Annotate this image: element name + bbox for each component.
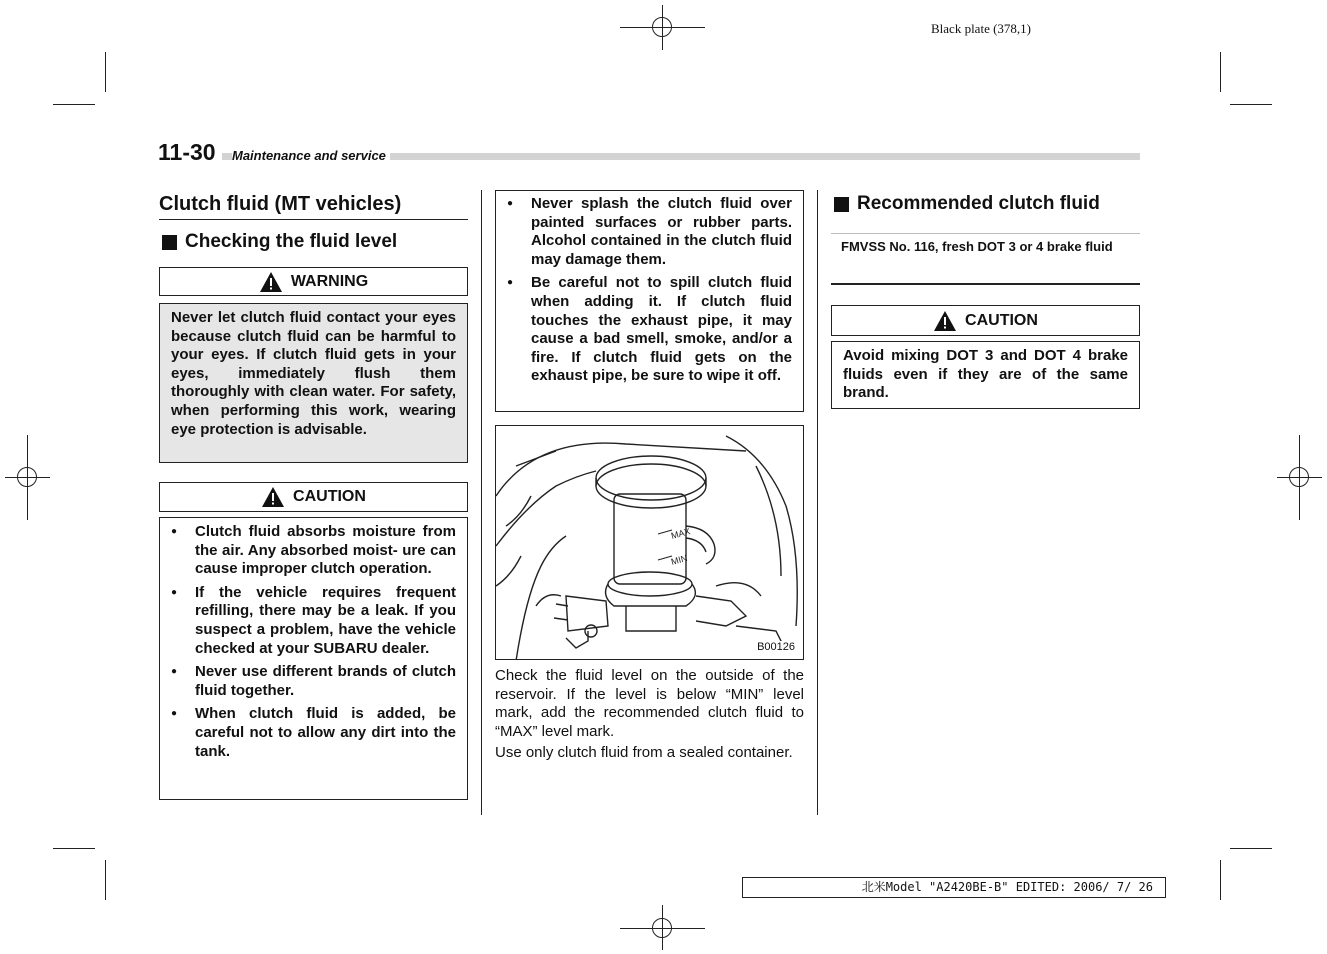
- subheading-text: Checking the fluid level: [185, 231, 398, 252]
- list-item: ● When clutch fluid is added, be careful not to allow any dirt into the tank.: [171, 705, 456, 761]
- section-name: Maintenance and service: [232, 148, 390, 163]
- caution-box-left: [159, 517, 468, 800]
- page-number: 11-30: [158, 138, 222, 166]
- square-bullet-icon: [834, 197, 849, 212]
- caution-box-right: [831, 341, 1140, 409]
- list-item: ● Clutch fluid absorbs moisture from the air. Any absorbed moist- ure can cause improper clutch operation.: [171, 523, 456, 579]
- caution-triangle-icon: [261, 486, 285, 508]
- warning-box: [159, 303, 468, 463]
- caution-label-text: CAUTION: [965, 311, 1038, 329]
- plate-label: Black plate (378,1): [931, 21, 1031, 36]
- list-item: ● Never splash the clutch fluid over painted surfaces or rubber parts. Alcohol contained in the clutch fluid may damage them.: [507, 195, 792, 269]
- figure-code: B00126: [757, 641, 795, 653]
- column-divider-2: [817, 190, 818, 815]
- subheading-checking: [162, 231, 397, 253]
- reservoir-figure: [495, 425, 804, 660]
- subheading-text: Recommended clutch fluid: [857, 193, 1100, 214]
- caution-label-text: CAUTION: [293, 488, 366, 505]
- max-mark-label: MAX: [669, 526, 692, 541]
- instruction-paragraph-2: Use only clutch fluid from a sealed container.: [495, 744, 793, 761]
- page-title: Clutch fluid (MT vehicles): [159, 193, 468, 220]
- min-mark-label: MIN: [669, 553, 689, 567]
- subheading-recommended: [834, 193, 1100, 215]
- caution-label-left: [159, 482, 468, 512]
- clutch-reservoir-illustration: [496, 426, 804, 660]
- caution-text-right: Avoid mixing DOT 3 and DOT 4 brake fluids even if they are of the same brand.: [843, 347, 1128, 402]
- list-item: ● If the vehicle requires frequent refilling, there may be a leak. If you suspect a problem, have the vehicle checked at your SUBARU dealer.: [171, 584, 456, 658]
- warning-label: [159, 267, 468, 296]
- caution-list-left: [171, 523, 456, 761]
- instruction-paragraph-1: Check the fluid level on the outside of the reservoir. If the level is below “MIN” level mark, add the recommended clutch fluid to “MAX” level mark.: [495, 667, 804, 740]
- caution-list-middle: [507, 195, 792, 386]
- square-bullet-icon: [162, 235, 177, 250]
- list-item: ● Be careful not to spill clutch fluid when adding it. If clutch fluid touches the exhaust pipe, it may cause a bad smell, smoke, and/or a fire. If clutch fluid gets on the exhaust pipe, be sure to wipe it off.: [507, 274, 792, 386]
- caution-label-right: [831, 305, 1140, 336]
- warning-triangle-icon: [259, 271, 283, 293]
- column-divider-1: [481, 190, 482, 815]
- warning-text: Never let clutch fluid contact your eyes because clutch fluid can be harmful to your eyes. If clutch fluid gets in your eyes, immediately flush them thoroughly with clean water. For safety, when performing this work, wearing eye protection is advisable.: [171, 309, 456, 438]
- warning-label-text: WARNING: [290, 272, 369, 290]
- caution-box-middle: [495, 190, 804, 412]
- footer-edit-stamp: 北米Model "A2420BE-B" EDITED: 2006/ 7/ 26: [742, 877, 1166, 898]
- spec-box: [831, 233, 1140, 285]
- list-item: ● Never use different brands of clutch fluid together.: [171, 663, 456, 700]
- caution-triangle-icon: [933, 310, 957, 332]
- spec-text: FMVSS No. 116, fresh DOT 3 or 4 brake fluid: [841, 239, 1113, 254]
